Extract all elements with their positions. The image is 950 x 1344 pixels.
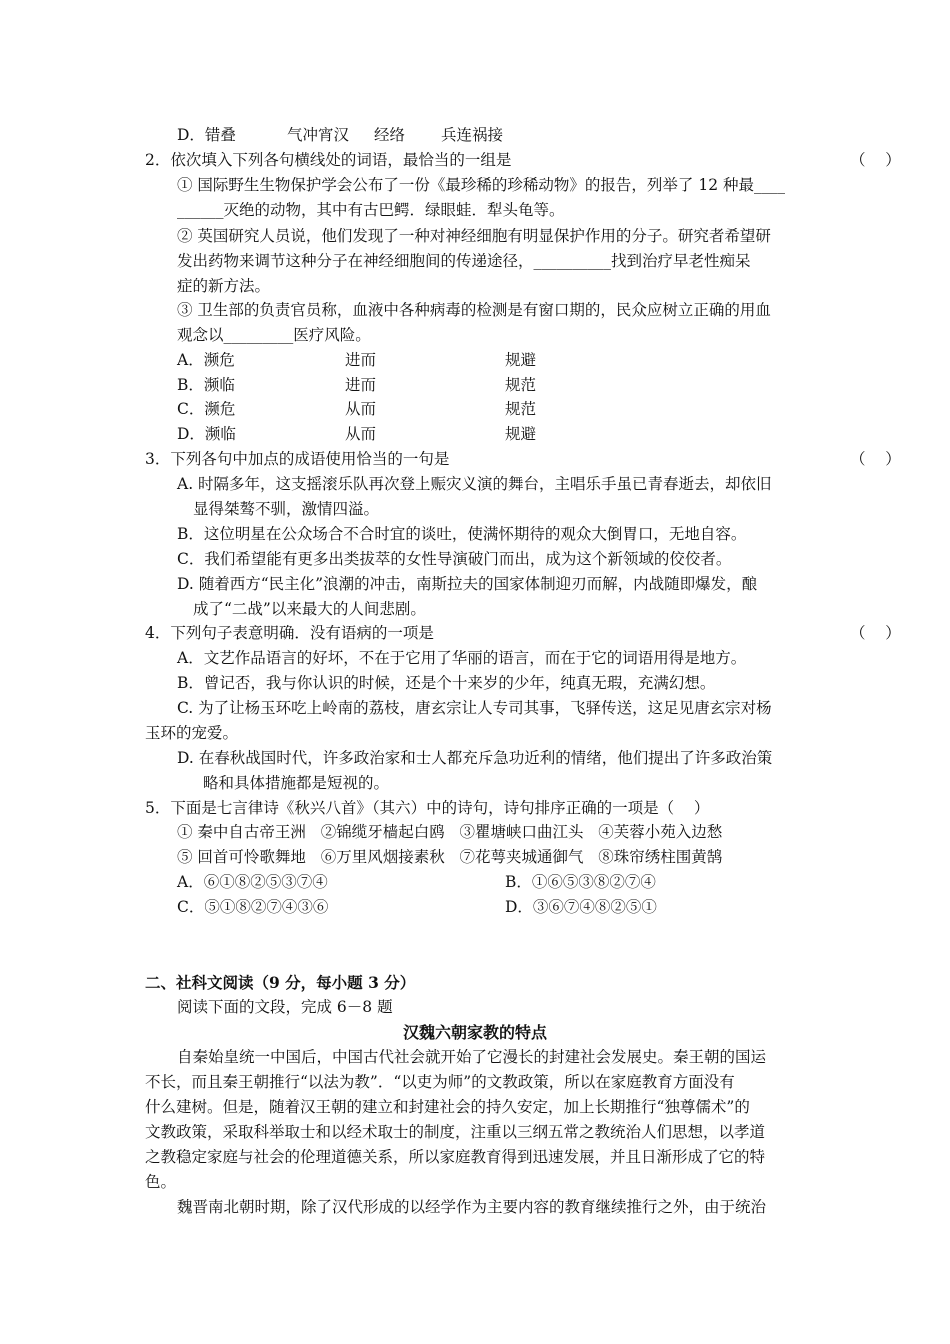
passage-p1-line2: 不长，而且秦王朝推行“以法为教”．“以吏为师”的文教政策，所以在家庭教育方面没有: [145, 1073, 735, 1091]
passage-title: 汉魏六朝家教的特点: [402, 1023, 547, 1042]
q2-sentence-2c: 症的新方法。: [177, 277, 271, 295]
q2-answer-bracket: （ ）: [850, 151, 901, 169]
section2-heading: 二、社科文阅读（9 分，每小题 3 分）: [145, 973, 416, 992]
q2-sentence-3b: 观念以_________医疗风险。: [177, 326, 371, 344]
passage-p1-line4: 文教政策，采取科举取士和以经术取士的制度，注重以三纲五常之教统治人们思想，以孝道: [145, 1123, 766, 1141]
q2-option-d-2: 从而: [345, 425, 377, 443]
passage-p1-line3: 什么建树。但是，随着汉王朝的建立和封建社会的持久安定，加上长期推行“独尊儒术”的: [145, 1098, 750, 1116]
q2-option-b-1: B．濒临: [177, 376, 235, 394]
q2-option-b-2: 进而: [345, 376, 377, 394]
q4-answer-bracket: （ ）: [850, 624, 901, 642]
passage-p1-line5: 之教稳定家庭与社会的伦理道德关系，所以家庭教育得到迅速发展，并且日渐形成了它的特: [145, 1148, 766, 1166]
q2-sentence-1b: ______灭绝的动物，其中有古巴鳄．绿眼蛙．犁头龟等。: [177, 201, 565, 219]
q3-option-d-line1: D. 随着西方“民主化”浪潮的冲击，南斯拉夫的国家体制迎刃而解，内战随即爆发，酿: [177, 575, 758, 593]
q2-sentence-1a: ① 国际野生生物保护学会公布了一份《最珍稀的珍稀动物》的报告，列举了 12 种最____: [177, 176, 786, 194]
q1-option-d-w3: 经络: [374, 126, 406, 144]
q1-option-d-w4: 兵连祸接: [441, 126, 504, 144]
q3-option-a-line2: 显得桀骜不驯，激情四溢。: [193, 500, 380, 518]
q2-option-a-1: A．濒危: [177, 351, 235, 369]
q2-option-a-2: 进而: [345, 351, 377, 369]
q2-sentence-2b: 发出药物来调节这种分子在神经细胞间的传递途径，__________找到治疗早老性痴呆: [177, 252, 751, 270]
passage-p2-line1: 魏晋南北朝时期，除了汉代形成的以经学作为主要内容的教育继续推行之外，由于统治: [177, 1198, 767, 1216]
q4-stem: 4．下列句子表意明确．没有语病的一项是: [145, 624, 434, 642]
q3-stem: 3．下列各句中加点的成语使用恰当的一句是: [145, 450, 450, 468]
q4-option-c-line2: 玉环的宠爱。: [145, 724, 239, 742]
q4-option-d-line2: 略和具体措施都是短视的。: [203, 774, 390, 792]
q5-verse-row-2: ⑤ 回首可怜歌舞地 ⑥万里风烟接素秋 ⑦花萼夹城通御气 ⑧珠帘绣柱围黄鹄: [177, 848, 723, 866]
passage-p1-line6: 色。: [145, 1173, 177, 1191]
passage-p1-line1: 自秦始皇统一中国后，中国古代社会就开始了它漫长的封建社会发展史。秦王朝的国运: [177, 1048, 767, 1066]
q2-option-c-2: 从而: [345, 400, 377, 418]
q4-option-b: B．曾记否，我与你认识的时候，还是个十来岁的少年，纯真无瑕，充满幻想。: [177, 674, 716, 692]
q2-option-c-1: C．濒危: [177, 400, 236, 418]
q3-answer-bracket: （ ）: [850, 450, 901, 468]
q4-option-a: A．文艺作品语言的好坏，不在于它用了华丽的语言，而在于它的词语用得是地方。: [177, 649, 747, 667]
q2-sentence-2a: ② 英国研究人员说，他们发现了一种对神经细胞有明显保护作用的分子。研究者希望研: [177, 227, 771, 245]
q5-option-b: B．①⑥⑤③⑧②⑦④: [505, 873, 656, 891]
q2-option-b-3: 规范: [505, 376, 537, 394]
q3-option-d-line2: 成了“二战”以来最大的人间悲剧。: [193, 600, 426, 618]
q1-option-d-w2: 气冲宵汉: [287, 126, 350, 144]
q3-option-a-line1: A. 时隔多年，这支摇滚乐队再次登上赈灾义演的舞台，主唱乐手虽已青春逝去，却依旧: [177, 475, 772, 493]
q2-option-d-3: 规避: [505, 425, 537, 443]
q5-option-a: A．⑥①⑧②⑤③⑦④: [177, 873, 328, 891]
q4-option-c-line1: C. 为了让杨玉环吃上岭南的荔枝，唐玄宗让人专司其事，飞驿传送，这足见唐玄宗对杨: [177, 699, 772, 717]
q2-stem: 2．依次填入下列各句横线处的词语，最恰当的一组是: [145, 151, 512, 169]
q5-stem: 5．下面是七言律诗《秋兴八首》（其六）中的诗句，诗句排序正确的一项是（ ）: [145, 799, 710, 817]
q5-verse-row-1: ① 秦中自古帝王洲 ②锦缆牙樯起白鸥 ③瞿塘峡口曲江头 ④芙蓉小苑入边愁: [177, 823, 723, 841]
q3-option-b: B．这位明星在公众场合不合时宜的谈吐，使满怀期待的观众大倒胃口，无地自容。: [177, 525, 747, 543]
q1-option-d-w1: D．错叠: [177, 126, 236, 144]
q2-option-d-1: D．濒临: [177, 425, 236, 443]
q3-option-c: C．我们希望能有更多出类拔萃的女性导演破门而出，成为这个新领域的佼佼者。: [177, 550, 732, 568]
q4-option-d-line1: D. 在春秋战国时代，许多政治家和士人都充斥急功近利的情绪，他们提出了许多政治策: [177, 749, 773, 767]
q5-option-d: D．③⑥⑦④⑧②⑤①: [505, 898, 657, 916]
q2-option-a-3: 规避: [505, 351, 537, 369]
q5-option-c: C．⑤①⑧②⑦④③⑥: [177, 898, 329, 916]
section2-instruction: 阅读下面的文段，完成 6－8 题: [177, 998, 393, 1016]
q2-sentence-3a: ③ 卫生部的负责官员称，血液中各种病毒的检测是有窗口期的，民众应树立正确的用血: [177, 301, 771, 319]
q2-option-c-3: 规范: [505, 400, 537, 418]
